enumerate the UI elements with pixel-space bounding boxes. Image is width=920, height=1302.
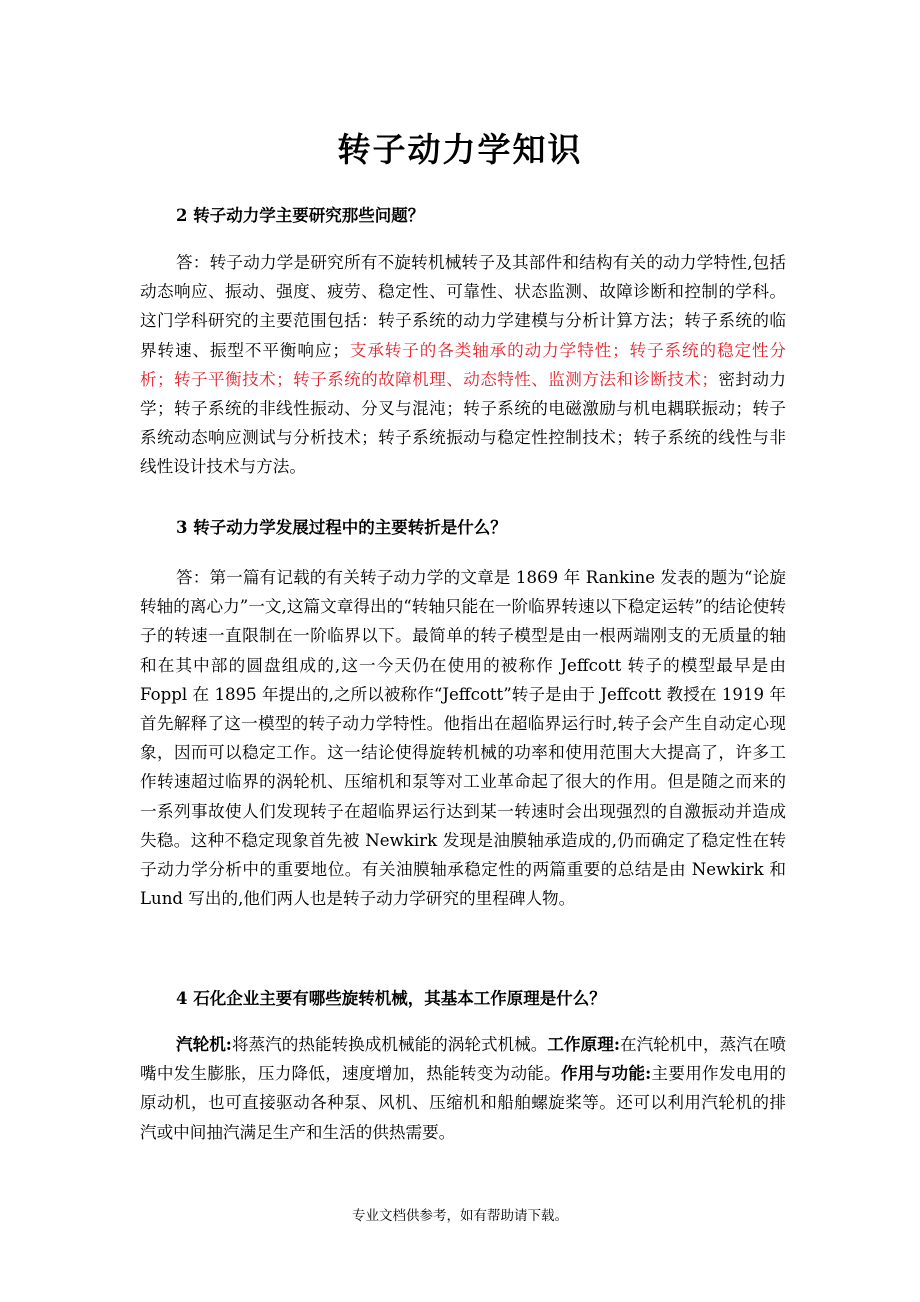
document-title: 转子动力学知识 xyxy=(337,130,583,169)
answer-2-paragraph xyxy=(140,248,786,482)
steam-turbine-definition: 将蒸汽的热能转换成机械能的涡轮式机械。 xyxy=(231,1035,548,1054)
answer-2-text-start: 答：转子动力学是研究所有不旋转机械转子及其部件和结构有关的动力学特性,包括动态响应、振动、强度、疲劳、稳定性、可靠性、状态监测、故障诊断和控制的学科。这门学科研究的主要范围包括：转子系统的动力学建模与分析计算方法；转子系统的临界转速、振型不平衡响应； xyxy=(140,253,786,360)
answer-2-text-end: 密封动力学；转子系统的非线性振动、分叉与混沌；转子系统的电磁激励与机电耦联振动；转子系统动态响应测试与分析技术；转子系统振动与稳定性控制技术；转子系统的线性与非线性设计技术与方法。 xyxy=(140,369,787,477)
function-label: 作用与功能: xyxy=(560,1063,652,1084)
answer-3-paragraph: 答：第一篇有记载的有关转子动力学的文章是 1869 年 Rankine 发表的题为“论旋转轴的离心力”一文,这篇文章得出的“转轴只能在一阶临界转速以下稳定运转”的结论使转子的转速一直限制在一阶临界以下。最简单的转子模型是由一根两端刚支的无质量的轴和在其中部的圆盘组成的,这一今天仍在使用的被称作 Jeffcott 转子的模型最早是由 Foppl 在 1895 年提出的,之所以被称作“Jeffcott”转子是由于 Jeffcott 教授在 1919 年首先解释了这一模型的转子动力学特性。他指出在超临界运行时,转子会产生自动定心现象，因而可以稳定工作。这一结论使得旋转机械的功率和使用范围大大提高了，许多工作转速超过临界的涡轮机、压缩机和泵等对工业革命起了很大的作用。但是随之而来的一系列事故使人们发现转子在超临界运行达到某一转速时会出现强烈的自激振动并造成失稳。这种不稳定现象首先被 Newkirk 发现是油膜轴承造成的,仍而确定了稳定性在转子动力学分析中的重要地位。有关油膜轴承稳定性的两篇重要的总结是由 Newkirk 和 Lund 写出的,他们两人也是转子动力学研究的里程碑人物。 xyxy=(140,568,786,909)
question-3-heading: 3 转子动力学发展过程中的主要转折是什么？ xyxy=(176,518,507,537)
working-principle-text: 在汽轮机中，蒸汽在喷嘴中发生膨胀，压力降低，速度增加，热能转变为动能。 xyxy=(140,1035,786,1084)
page-footer: 专业文档供参考，如有帮助请下载。 xyxy=(352,1208,568,1224)
answer-2-highlight: 支承转子的各类轴承的动力学特性；转子系统的稳定性分析；转子平衡技术；转子系统的故障机理、动态特性、监测方法和诊断技术； xyxy=(140,340,787,389)
question-4-heading: 4 石化企业主要有哪些旋转机械，其基本工作原理是什么？ xyxy=(176,989,606,1008)
steam-turbine-label: 汽轮机: xyxy=(176,1034,232,1054)
question-2-heading: 2 转子动力学主要研究那些问题？ xyxy=(176,206,425,225)
function-text: 主要用作发电用的原动机，也可直接驱动各种泵、风机、压缩机和船舶螺旋桨等。还可以利用汽轮机的排汽或中间抽汽满足生产和生活的供热需要。 xyxy=(140,1064,787,1142)
working-principle-label: 工作原理: xyxy=(547,1034,620,1054)
answer-4-paragraph xyxy=(140,1030,786,1147)
